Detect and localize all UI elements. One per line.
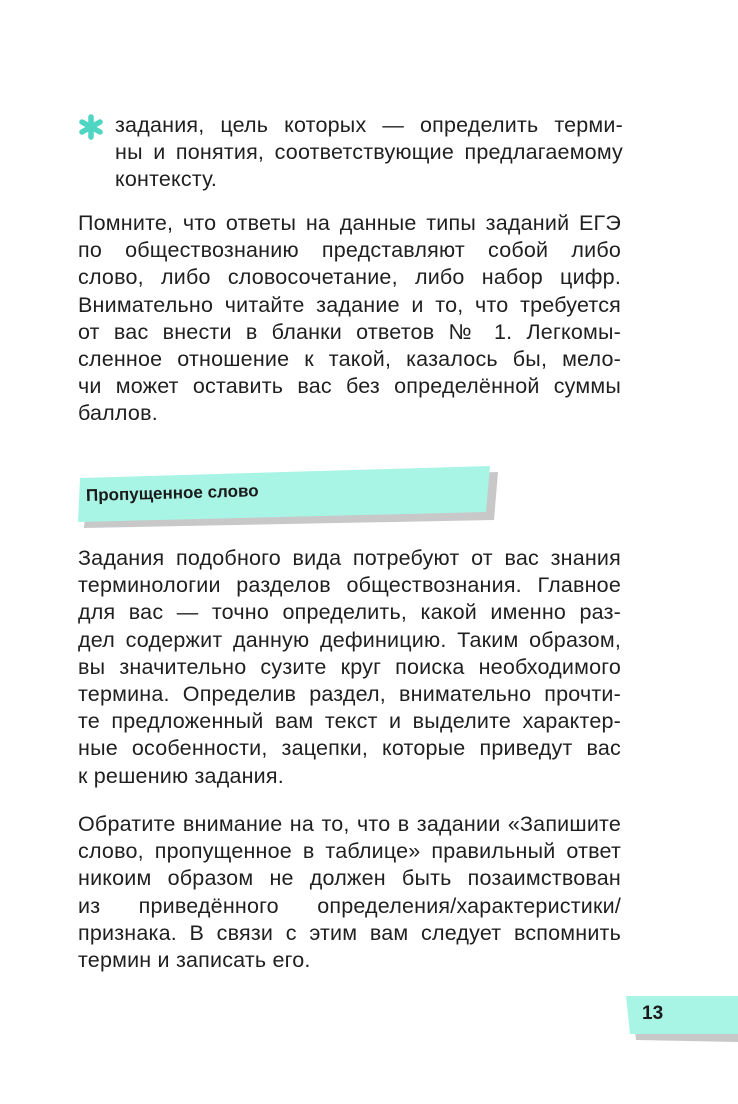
text-line: дел содержит данную дефиницию. Таким образом, <box>78 627 621 652</box>
text-line: чи может оставить вас без определённой суммы <box>78 374 621 399</box>
text-line: по обществознанию представляют собой либо <box>78 238 621 263</box>
text-line: для вас — точно определить, какой именно раз- <box>78 600 621 625</box>
text-line: ные особенности, зацепки, которые приведут вас <box>78 736 621 761</box>
paragraph-missing-word-tasks <box>78 545 621 790</box>
bullet-text <box>115 112 623 193</box>
text-line: контексту. <box>115 167 218 191</box>
text-line: вы значительно сузите круг поиска необходимого <box>78 654 621 679</box>
text-line: термина. Определив раздел, внимательно прочти- <box>78 682 621 707</box>
text-line: слово, пропущенное в таблице» правильный ответ <box>78 839 621 864</box>
paragraph-attention-note <box>78 811 621 974</box>
section-title: Пропущенное слово <box>85 481 259 505</box>
text-line: Обратите внимание на то, что в задании «Запишите <box>78 812 621 836</box>
asterisk-icon <box>78 114 104 140</box>
section-heading-banner <box>78 466 498 528</box>
text-line: от вас внести в бланки ответов № 1. Легкомы- <box>78 319 621 344</box>
text-line: баллов. <box>78 401 158 426</box>
text-line: сленное отношение к такой, казалось бы, мело- <box>78 347 621 372</box>
text-line: никоим образом не должен быть позаимствован <box>78 866 621 891</box>
text-line: те предложенный вам текст и выделите характер- <box>78 709 621 734</box>
text-line: из приведённого определения/характеристики/ <box>78 893 621 918</box>
text-line: признака. В связи с этим вам следует вспомнить <box>78 920 621 945</box>
bullet-list-item <box>78 112 623 193</box>
text-line: задания, цель которых — определить терми- <box>115 113 623 137</box>
text-line: Помните, что ответы на данные типы заданий ЕГЭ <box>78 211 621 235</box>
text-line: термин и записать его. <box>78 948 311 973</box>
page-number: 13 <box>642 1003 664 1024</box>
text-line: ны и понятия, соответствующие предлагаемому <box>115 140 623 164</box>
text-line: Внимательно читайте задание и то, что требуется <box>78 292 621 317</box>
text-line: слово, либо словосочетание, либо набор цифр. <box>78 265 621 290</box>
text-line: Задания подобного вида потребуют от вас знания <box>78 546 621 570</box>
paragraph-answer-format <box>78 210 621 428</box>
text-line: терминологии разделов обществознания. Главное <box>78 573 621 598</box>
text-line: к решению задания. <box>78 763 284 788</box>
